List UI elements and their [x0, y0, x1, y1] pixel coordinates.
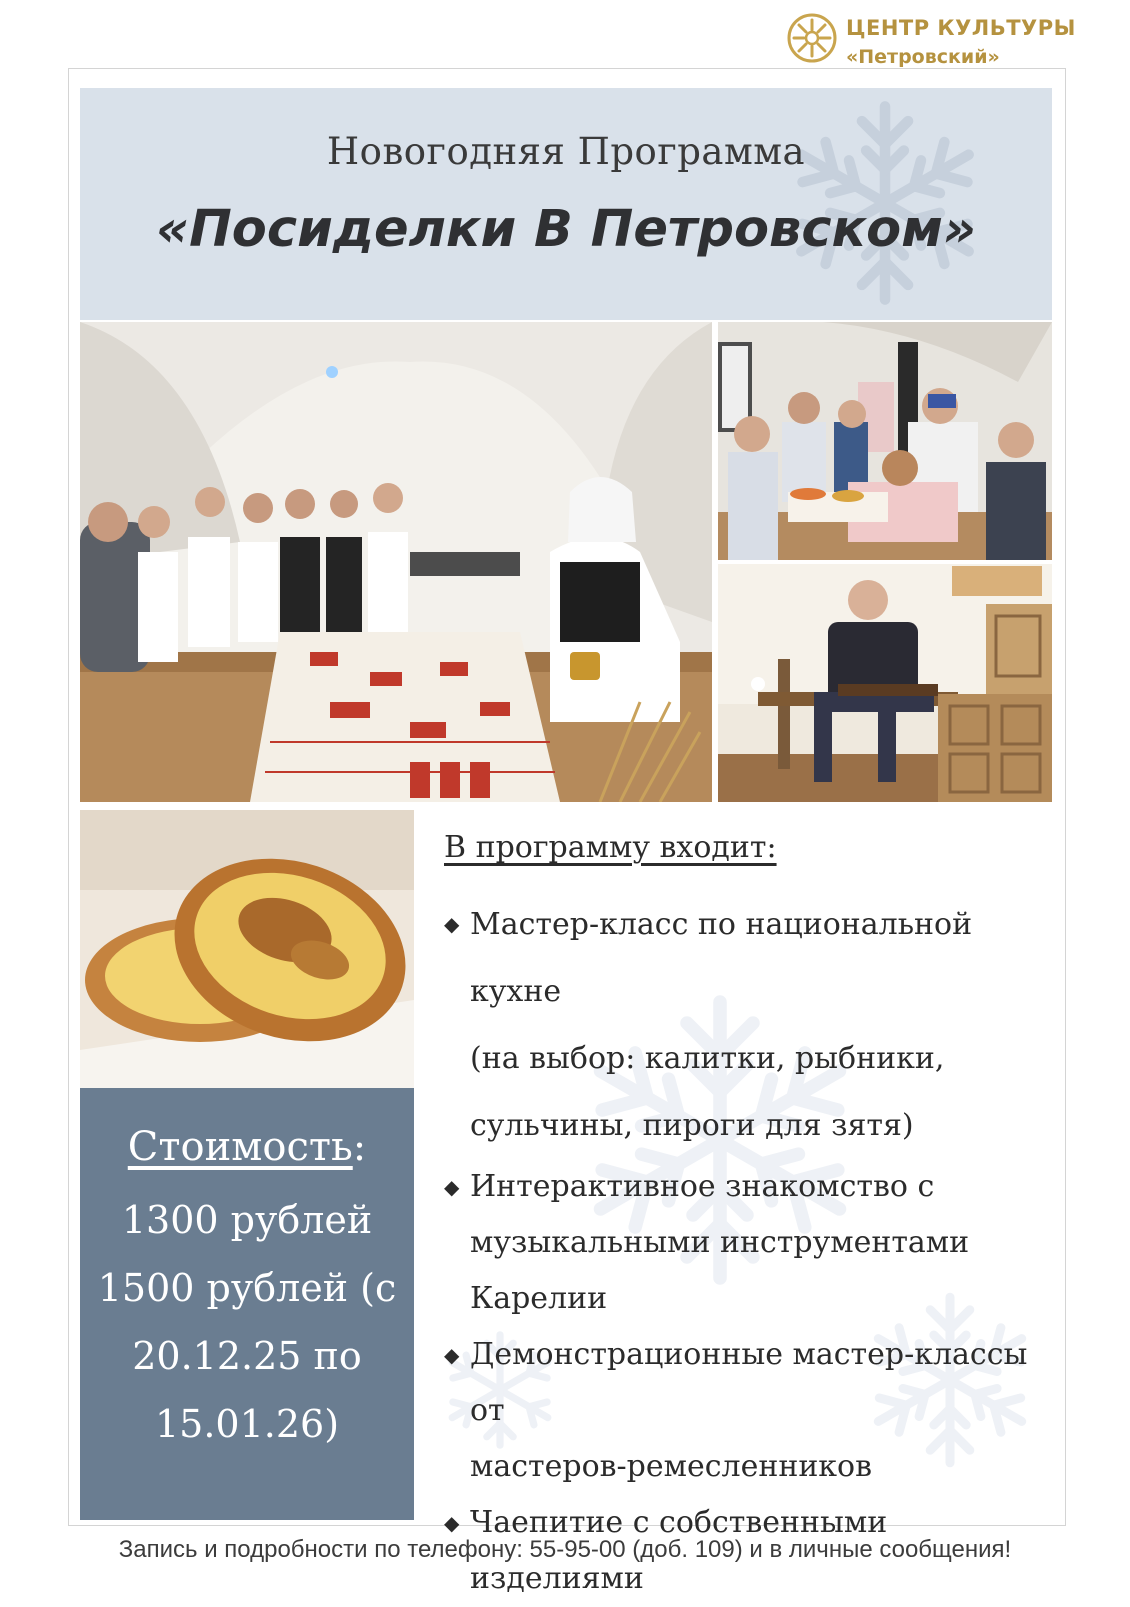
footer-contact: Запись и подробности по телефону: 55-95-00 (доб. 109) и в личные сообщения!	[118, 1536, 1012, 1563]
list-item-line: мастеров-ремесленников	[470, 1449, 873, 1484]
list-item-line: Чаепитие с собственными изделиями	[470, 1505, 888, 1596]
program-list-title: В программу входит:	[444, 830, 777, 865]
program-title: «Посиделки В Петровском»	[155, 200, 977, 259]
price-late-date-end: 15.01.26)	[154, 1402, 340, 1446]
kalitki-photo	[80, 810, 414, 1088]
list-item-line: Мастер-класс по национальной кухне	[470, 907, 973, 1009]
logo-line-2: «Петровский»	[846, 46, 1000, 68]
list-item	[444, 1327, 1064, 1495]
sun-ornament-icon	[786, 12, 838, 64]
list-item	[444, 1159, 1064, 1327]
list-item-line: Интерактивное знакомство с	[470, 1169, 935, 1204]
list-item-line: (на выбор: калитки, рыбники,	[470, 1041, 945, 1076]
logo	[786, 10, 1086, 70]
price-label: Стоимость:	[127, 1124, 367, 1170]
diamond-bullet-icon: ◆	[444, 912, 460, 936]
price-late-date-start: 20.12.25 по	[132, 1334, 362, 1378]
group-photo	[80, 322, 712, 802]
list-item-line: сульчины, пироги для зятя)	[470, 1108, 914, 1143]
price-late: 1500 рублей (с	[97, 1266, 397, 1310]
logo-line-1: ЦЕНТР КУЛЬТУРЫ	[846, 16, 1076, 40]
diamond-bullet-icon: ◆	[444, 1175, 460, 1199]
diamond-bullet-icon: ◆	[444, 1511, 460, 1535]
program-subtitle: Новогодняя Программа	[326, 130, 806, 173]
list-item-line: музыкальными инструментами	[470, 1225, 970, 1260]
list-item	[444, 891, 1064, 1159]
price-block	[80, 1088, 414, 1520]
header-banner	[80, 88, 1052, 320]
list-item-line: Карелии	[470, 1281, 608, 1316]
diamond-bullet-icon: ◆	[444, 1343, 460, 1367]
children-workshop-photo	[718, 322, 1052, 560]
program-section	[444, 830, 1064, 1607]
program-list	[444, 891, 1064, 1607]
list-item-line: Демонстрационные мастер-классы от	[470, 1337, 1028, 1428]
price-regular: 1300 рублей	[121, 1198, 373, 1242]
musician-photo	[718, 564, 1052, 802]
